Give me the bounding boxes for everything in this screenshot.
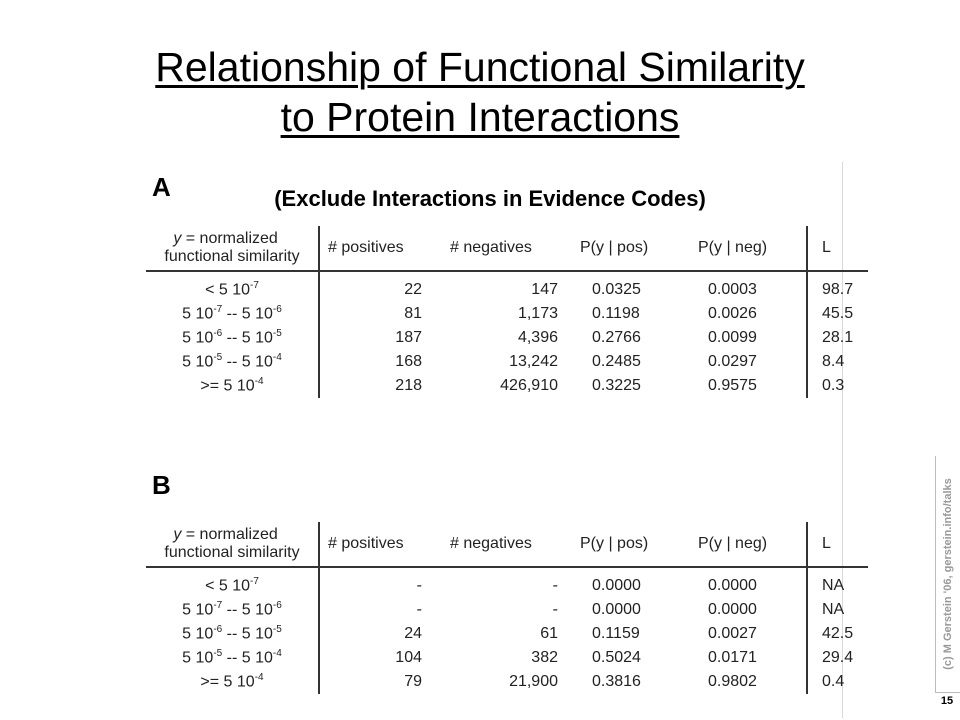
range-exponent: -4 [254, 672, 264, 684]
row-p-neg: 0.0171 [708, 649, 757, 666]
range-base: 5 10 [182, 329, 214, 347]
row-l: 29.4 [807, 646, 868, 670]
table-row [146, 326, 868, 350]
row-range [146, 598, 319, 622]
row-positives: 104 [395, 649, 422, 666]
row-negatives: - [552, 577, 558, 594]
table-row [146, 350, 868, 374]
range-exponent: -4 [254, 376, 264, 388]
panel-label-b: B [152, 470, 171, 500]
table-row [146, 622, 868, 646]
range-base: 5 10 [182, 625, 214, 643]
range-base: -- 5 10 [222, 353, 273, 371]
range-exponent: -7 [213, 600, 223, 612]
header-negatives: # negatives [442, 522, 572, 567]
range-base: < 5 10 [205, 577, 251, 595]
table-row [146, 646, 868, 670]
table-row [146, 567, 868, 598]
row-positives: 187 [395, 329, 422, 346]
row-negatives: 382 [531, 649, 558, 666]
row-negatives: - [552, 601, 558, 618]
row-positives: 168 [395, 353, 422, 370]
header-p-pos: P(y | pos) [572, 522, 690, 567]
table-row [146, 374, 868, 398]
row-p-neg: 0.0003 [708, 281, 757, 298]
header-y-description [146, 522, 319, 567]
range-base: -- 5 10 [222, 625, 273, 643]
range-exponent: -6 [213, 328, 223, 340]
range-base: 5 10 [182, 353, 214, 371]
range-base: >= 5 10 [200, 673, 255, 691]
range-exponent: -6 [272, 600, 282, 612]
page-number: 15 [940, 695, 954, 707]
row-negatives: 61 [540, 625, 558, 642]
header-row [146, 522, 868, 567]
row-l: NA [807, 567, 868, 598]
row-positives: 24 [404, 625, 422, 642]
row-p-pos: 0.5024 [592, 649, 641, 666]
header-p-pos: P(y | pos) [572, 226, 690, 271]
header-y-text [164, 230, 299, 266]
row-p-neg: 0.9802 [708, 673, 757, 690]
header-y-desc-2: functional similarity [164, 544, 300, 561]
row-p-pos: 0.2766 [592, 329, 641, 346]
range-base: 5 10 [182, 601, 214, 619]
row-p-neg: 0.0000 [708, 601, 757, 618]
header-positives: # positives [319, 226, 442, 271]
range-exponent: -6 [272, 304, 282, 316]
range-base: 5 10 [182, 649, 214, 667]
header-p-neg: P(y | neg) [690, 522, 807, 567]
row-positives: 22 [404, 281, 422, 298]
row-l: 45.5 [807, 302, 868, 326]
row-range [146, 567, 319, 598]
row-p-neg: 0.0027 [708, 625, 757, 642]
header-y-description [146, 226, 319, 271]
range-base: 5 10 [182, 305, 214, 323]
header-y-line-1 [164, 526, 277, 543]
range-exponent: -4 [272, 352, 282, 364]
row-l: NA [807, 598, 868, 622]
header-row [146, 226, 868, 271]
range-base: -- 5 10 [222, 305, 273, 323]
range-exponent: -7 [250, 280, 259, 292]
row-range [146, 271, 319, 302]
row-l: 8.4 [807, 350, 868, 374]
copyright-credit [935, 456, 960, 693]
row-range [146, 350, 319, 374]
row-p-pos: 0.0000 [592, 577, 641, 594]
header-y-line-1 [164, 230, 277, 247]
row-p-pos: 0.2485 [592, 353, 641, 370]
row-l: 98.7 [807, 271, 868, 302]
row-negatives: 426,910 [500, 377, 558, 394]
slide-title-line-2: to Protein Interactions [280, 94, 680, 140]
range-base: -- 5 10 [222, 329, 273, 347]
row-positives: 218 [395, 377, 422, 394]
header-positives: # positives [319, 522, 442, 567]
slide-title-line-1: Relationship of Functional Similarity [155, 44, 805, 90]
row-p-pos: 0.1159 [592, 625, 640, 642]
header-y-text [164, 526, 299, 562]
row-l: 42.5 [807, 622, 868, 646]
range-base: -- 5 10 [222, 601, 273, 619]
header-y-desc-2: functional similarity [164, 248, 300, 265]
row-range [146, 302, 319, 326]
row-p-pos: 0.3816 [592, 673, 641, 690]
row-p-neg: 0.0297 [708, 353, 757, 370]
row-l: 0.3 [807, 374, 868, 398]
range-exponent: -7 [213, 304, 223, 316]
panel-label-a: A [152, 172, 171, 202]
row-p-neg: 0.0099 [708, 329, 757, 346]
range-base: < 5 10 [205, 281, 251, 299]
row-range [146, 326, 319, 350]
row-l: 28.1 [807, 326, 868, 350]
table-row [146, 598, 868, 622]
header-y-desc-1: = normalized [181, 526, 278, 543]
slide-title [0, 42, 960, 142]
table-a [146, 226, 868, 398]
range-exponent: -4 [272, 648, 282, 660]
range-exponent: -7 [250, 576, 259, 588]
range-exponent: -5 [213, 648, 223, 660]
header-y-desc-1: = normalized [181, 230, 278, 247]
range-exponent: -6 [213, 624, 223, 636]
row-range [146, 670, 319, 694]
row-p-pos: 0.0000 [592, 601, 641, 618]
table-row [146, 302, 868, 326]
table-row [146, 271, 868, 302]
row-range [146, 374, 319, 398]
range-base: -- 5 10 [222, 649, 273, 667]
row-p-neg: 0.0026 [708, 305, 757, 322]
row-positives: 81 [404, 305, 422, 322]
row-negatives: 4,396 [517, 329, 558, 346]
row-positives: - [416, 601, 422, 618]
row-negatives: 147 [531, 281, 558, 298]
range-exponent: -5 [213, 352, 223, 364]
table-b [146, 522, 868, 694]
row-l: 0.4 [807, 670, 868, 694]
row-p-neg: 0.0000 [708, 577, 757, 594]
header-y-symbol: y [173, 526, 182, 543]
figure-subtitle: (Exclude Interactions in Evidence Codes) [274, 186, 706, 211]
header-p-neg: P(y | neg) [690, 226, 807, 271]
row-positives: 79 [404, 673, 422, 690]
row-p-pos: 0.0325 [592, 281, 641, 298]
header-negatives: # negatives [442, 226, 572, 271]
row-range [146, 646, 319, 670]
row-range [146, 622, 319, 646]
row-negatives: 21,900 [509, 673, 558, 690]
header-y-symbol: y [173, 230, 182, 247]
row-negatives: 13,242 [509, 353, 558, 370]
row-positives: - [416, 577, 422, 594]
range-exponent: -5 [272, 624, 282, 636]
row-negatives: 1,173 [517, 305, 558, 322]
table-row [146, 670, 868, 694]
copyright-text: (c) M Gerstein '06, gerstein.info/talks [942, 478, 954, 670]
header-l: L [807, 226, 868, 271]
range-exponent: -5 [272, 328, 282, 340]
row-p-pos: 0.3225 [592, 377, 641, 394]
row-p-neg: 0.9575 [708, 377, 757, 394]
range-base: >= 5 10 [200, 377, 255, 395]
header-l: L [807, 522, 868, 567]
row-p-pos: 0.1198 [592, 305, 640, 322]
